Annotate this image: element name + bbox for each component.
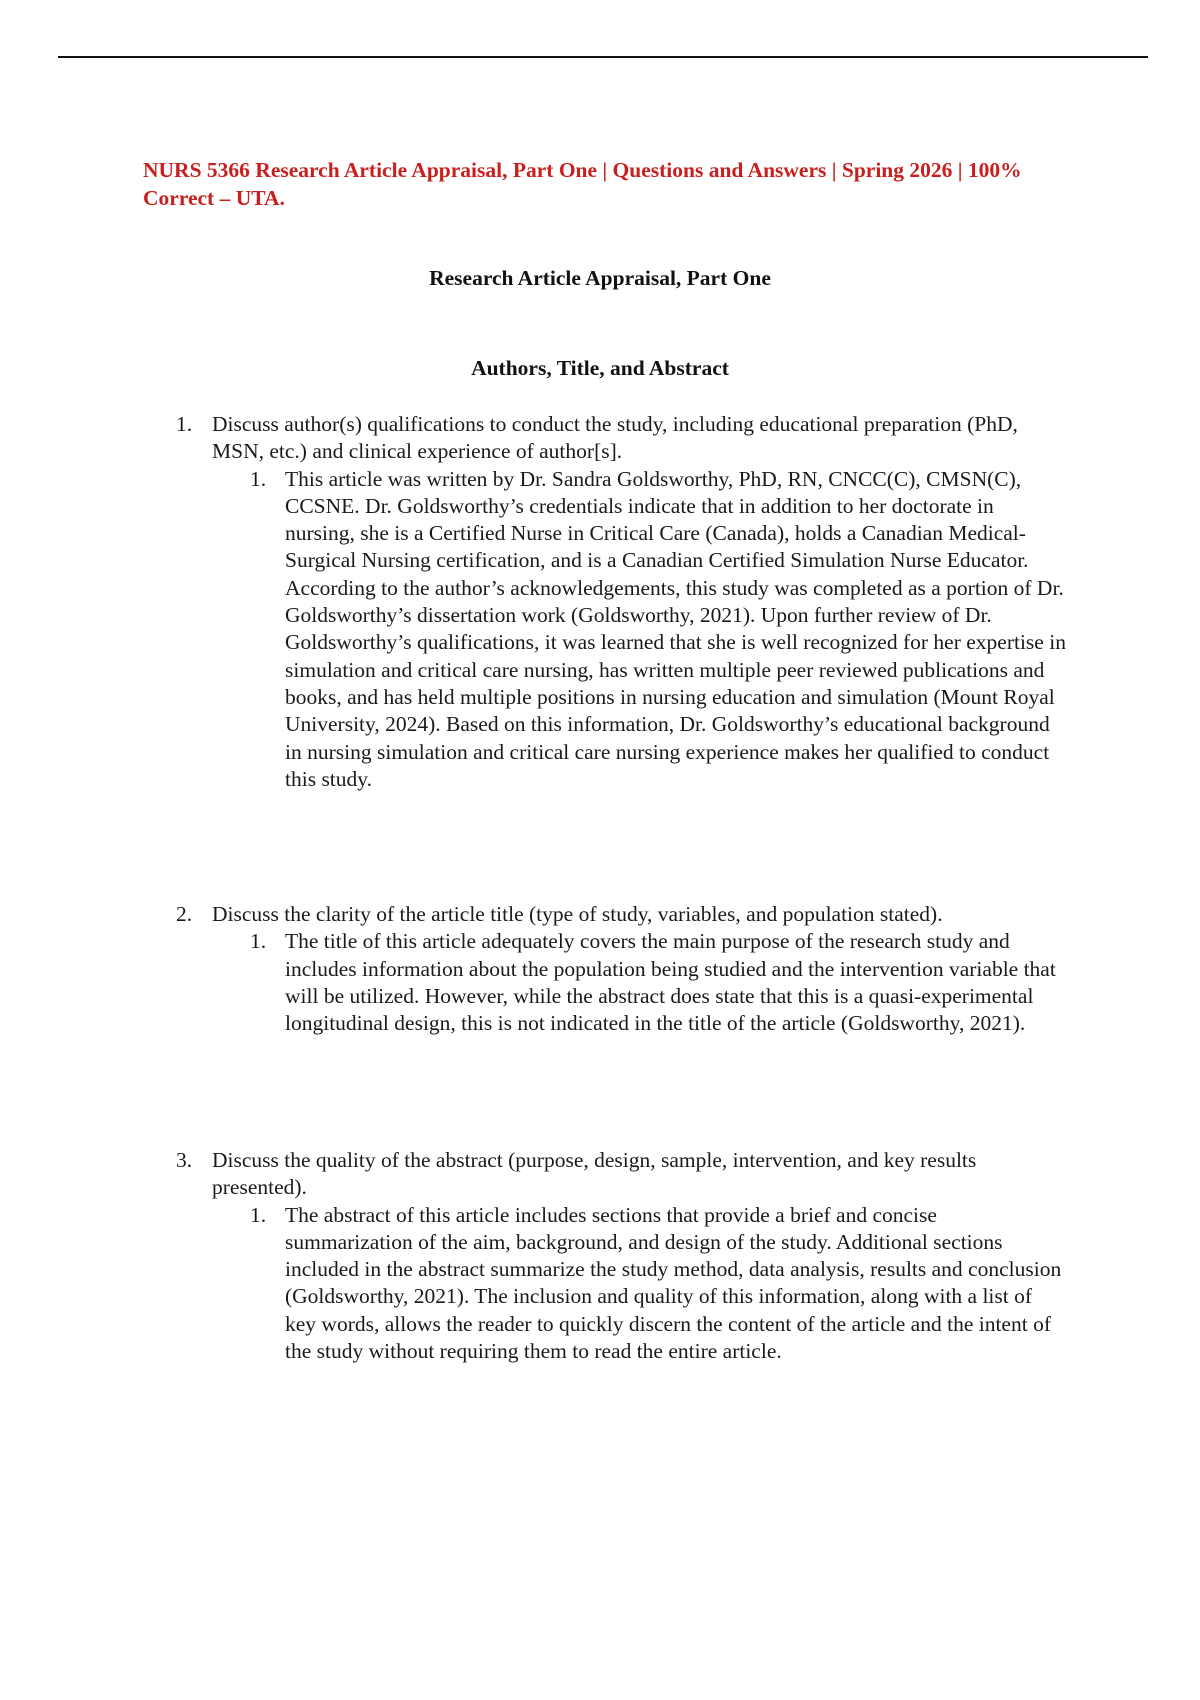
document-title: NURS 5366 Research Article Appraisal, Part One | Questions and Answers | Spring 2026 | 100% Correct – UTA. xyxy=(143,158,1022,210)
answer-text: This article was written by Dr. Sandra Goldsworthy, PhD, RN, CNCC(C), CMSN(C), CCSNE. Dr. Goldsworthy’s credentials indicate that in addition to her doctorate in nursing, she is a Certified Nurse in Critical Care (Canada), holds a Canadian Medical-Surgical Nursing certification, and is a Canadian Certified Simulation Nurse Educator. According to the author’s acknowledgements, this study was completed as a portion of Dr. Goldsworthy’s dissertation work (Goldsworthy, 2021). Upon further review of Dr. Goldsworthy’s qualifications, it was learned that she is well recognized for her expertise in simulation and critical care nursing, has written multiple peer reviewed publications and books, and has held multiple positions in nursing education and simulation (Mount Royal University, 2024). Based on this information, Dr. Goldsworthy’s educational background in nursing simulation and critical care nursing experience makes her qualified to conduct this study. xyxy=(285,466,1066,791)
answer-number: 1. xyxy=(250,929,267,954)
question-text: Discuss the quality of the abstract (purpose, design, sample, intervention, and key results presented). xyxy=(212,1148,977,1200)
question-number: 1. xyxy=(176,412,193,436)
answer xyxy=(250,928,1066,1037)
answer xyxy=(250,1202,1066,1366)
answer-number: 1. xyxy=(250,1202,267,1227)
top-divider xyxy=(58,56,1148,58)
question-2 xyxy=(176,901,1066,1037)
section-heading: Authors, Title, and Abstract xyxy=(471,356,729,380)
answer-number: 1. xyxy=(250,466,267,491)
answer-text: The title of this article adequately covers the main purpose of the research study and includes information about the population being studied and the intervention variable that will be utilized. However, while the abstract does state that this is a quasi-experimental longitudinal design, this is not indicated in the title of the article (Goldsworthy, 2021). xyxy=(285,929,1056,1036)
question-text: Discuss the clarity of the article title (type of study, variables, and population stated). xyxy=(212,902,943,926)
question-number: 2. xyxy=(176,902,193,926)
question-prompt xyxy=(176,901,1066,928)
answer-text: The abstract of this article includes sections that provide a brief and concise summarization of the aim, background, and design of the study. Additional sections included in the abstract summarize the study method, data analysis, results and conclusion (Goldsworthy, 2021). The inclusion and quality of this information, along with a list of key words, allows the reader to quickly discern the content of the article and the intent of the study without requiring them to read the entire article. xyxy=(285,1202,1062,1364)
question-3 xyxy=(176,1147,1066,1365)
question-prompt xyxy=(176,411,1066,466)
question-number: 3. xyxy=(176,1148,193,1172)
question-1 xyxy=(176,411,1066,793)
question-prompt xyxy=(176,1147,1066,1202)
answer xyxy=(250,466,1066,794)
main-heading: Research Article Appraisal, Part One xyxy=(429,266,771,290)
question-text: Discuss author(s) qualifications to conduct the study, including educational preparation (PhD, MSN, etc.) and clinical experience of author[s]. xyxy=(212,412,1018,464)
